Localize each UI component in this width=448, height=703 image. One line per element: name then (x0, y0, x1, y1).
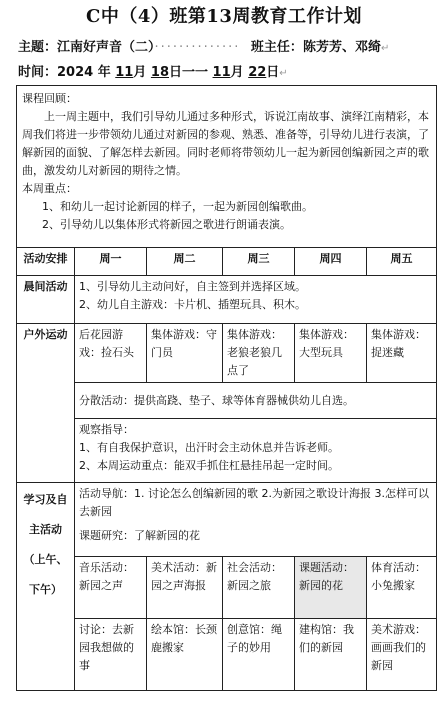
dotted-leader: ·············· (154, 40, 241, 55)
outdoor-game-thursday: 集体游戏：大型玩具 (295, 324, 367, 383)
teacher-value: 陈芳芳、邓绮 (302, 40, 381, 55)
outdoor-game-friday: 集体游戏：捉迷藏 (367, 324, 437, 383)
time-end-day-unit: 日 (266, 65, 280, 80)
theme-label: 主题： (18, 40, 58, 55)
goal-item: 1、和幼儿一起讨论新园的样子，一起为新园创编歌曲。 (42, 200, 313, 213)
guide-item: 2、本周运动重点：能双手抓住杠悬挂吊起一定时间。 (79, 459, 339, 472)
learning-area-tuesday: 绘本馆：长颈鹿搬家 (147, 619, 223, 691)
time-end-day: 22 (248, 65, 267, 80)
time-start-month-unit: 月 (133, 65, 147, 80)
day-tuesday: 周二 (147, 248, 223, 276)
outdoor-game-monday: 后花园游戏：捡石头 (75, 324, 147, 383)
learning-activity-thursday: 课题活动：新园的花 (295, 557, 367, 619)
time-start-day: 18 (150, 65, 169, 80)
teacher-label: 班主任： (250, 40, 303, 55)
page-title: C中（4）班第13周教育工作计划 (86, 6, 362, 27)
outdoor-scatter-row (17, 383, 437, 419)
time-year: 2024 年 (57, 65, 111, 80)
learning-area-thursday: 建构馆：我们的新园 (295, 619, 367, 691)
paragraph-mark-icon: ↵ (279, 68, 288, 79)
learning-activity-tuesday: 美术活动：新园之声海报 (147, 557, 223, 619)
guide-label: 观察指导： (79, 423, 134, 436)
schedule-label: 活动安排 (17, 248, 75, 276)
time-line (18, 61, 288, 80)
learning-activity-row (17, 557, 437, 619)
paragraph-mark-icon: ↵ (380, 43, 390, 54)
outdoor-guide-cell (75, 419, 437, 483)
learning-area-friday: 美术游戏：画画我们的新园 (367, 619, 437, 691)
activity-nav: 活动导航：1. 讨论怎么创编新园的歌 2.为新园之歌设计海报 3.怎样可以去新园 (79, 487, 429, 518)
review-label: 课程回顾： (22, 92, 77, 105)
review-cell (17, 86, 437, 248)
outdoor-games-row (17, 324, 437, 383)
time-end-month-unit: 月 (230, 65, 244, 80)
morning-row (17, 276, 437, 324)
outdoor-scatter-cell: 分散活动：提供高跷、垫子、球等体育器械供幼儿自选。 (75, 383, 437, 419)
outdoor-label: 户外运动 (17, 324, 75, 483)
goals-label: 本周重点： (22, 182, 77, 195)
learning-activity-monday: 音乐活动：新园之声 (75, 557, 147, 619)
theme-value: 江南好声音（二） (57, 40, 155, 55)
day-wednesday: 周三 (223, 248, 295, 276)
learning-area-row (17, 619, 437, 691)
learning-area-monday: 讨论：去新园我想做的事 (75, 619, 147, 691)
outdoor-game-tuesday: 集体游戏：守门员 (147, 324, 223, 383)
day-friday: 周五 (367, 248, 437, 276)
goal-item: 2、引导幼儿以集体形式将新园之歌进行朗诵表演。 (42, 218, 291, 231)
outdoor-game-wednesday: 集体游戏：老狼老狼几点了 (223, 324, 295, 383)
time-start-month: 11 (115, 65, 134, 80)
review-paragraph: 上一周主题中，我们引导幼儿通过多种形式，诉说江南故事、演绎江南精彩，本周我们将进一步带领幼儿通过对新园的参观、熟悉、准备等，引导幼儿进行表演，了解新园的面貌、了解怎样去新园。同时老师将带领幼儿一起为新园创编新园之声的歌曲，激发幼儿对新园的期待之情。 (22, 110, 429, 177)
learning-activity-wednesday: 社会活动：新园之旅 (223, 557, 295, 619)
day-monday: 周一 (75, 248, 147, 276)
learning-label: 学习及自 主活动 （上午、 下午） (17, 483, 75, 691)
outdoor-guide-row (17, 419, 437, 483)
theme-line (18, 36, 389, 55)
morning-item: 2、幼儿自主游戏：卡片机、插塑玩具、积木。 (79, 298, 306, 311)
learning-activity-friday: 体育活动：小兔搬家 (367, 557, 437, 619)
morning-cell (75, 276, 437, 324)
learning-nav-cell (75, 483, 437, 557)
guide-item: 1、有自我保护意识，出汗时会主动休息并告诉老师。 (79, 441, 339, 454)
learning-area-wednesday: 创意馆：绳子的妙用 (223, 619, 295, 691)
day-thursday: 周四 (295, 248, 367, 276)
morning-item: 1、引导幼儿主动问好，自主签到并选择区域。 (79, 280, 306, 293)
morning-label: 晨间活动 (17, 276, 75, 324)
learning-nav-row (17, 483, 437, 557)
days-row (17, 248, 437, 276)
weekly-plan-table (16, 85, 437, 691)
time-label: 时间： (18, 65, 58, 80)
research-topic: 课题研究：了解新园的花 (79, 529, 200, 542)
time-start-day-unit: 日一一 (169, 65, 209, 80)
time-end-month: 11 (212, 65, 231, 80)
review-row (17, 86, 437, 248)
